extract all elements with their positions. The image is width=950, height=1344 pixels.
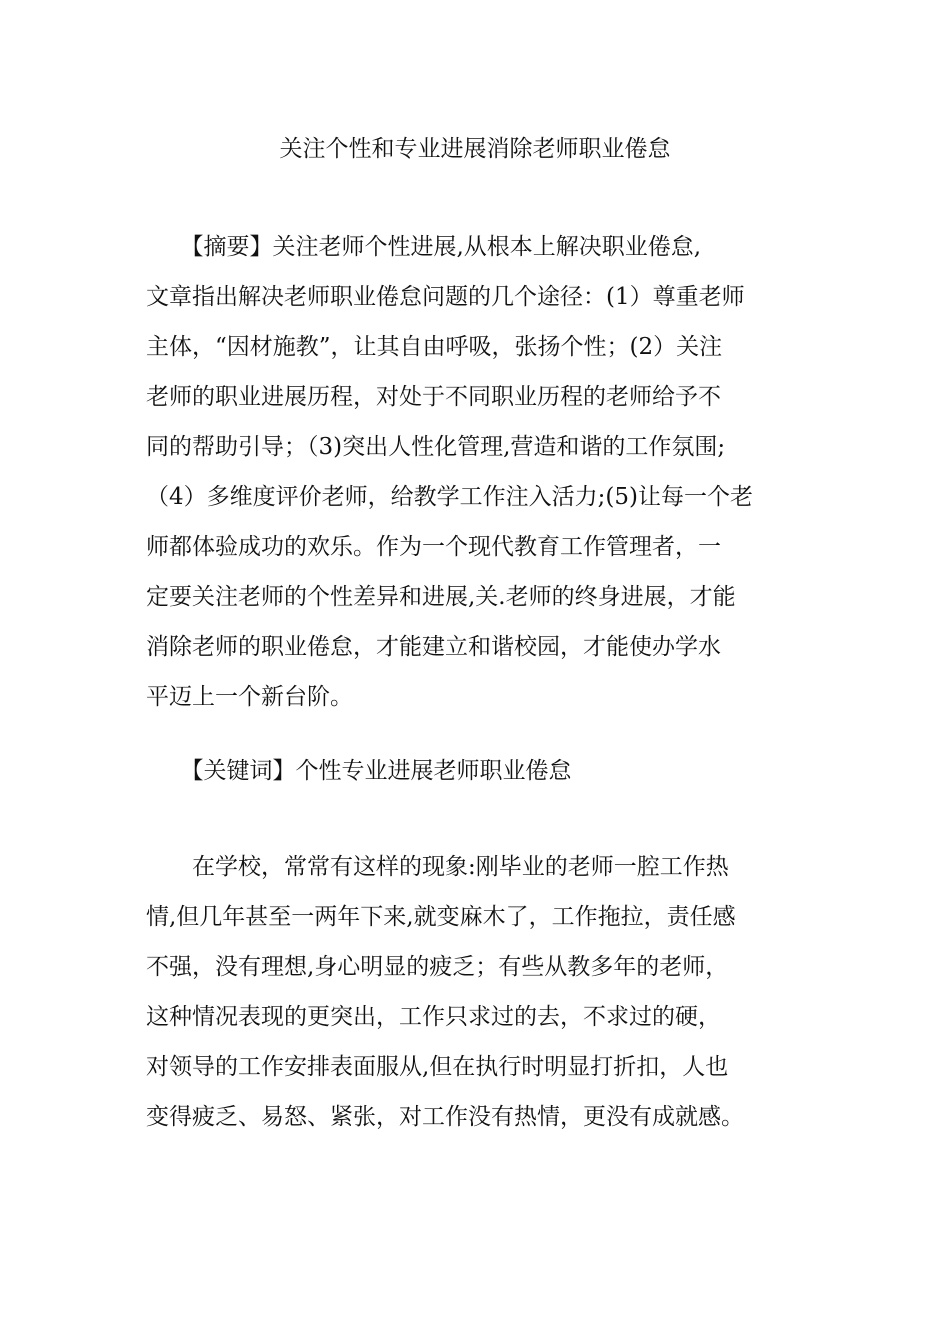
abstract-line: 【摘要】关注老师个性进展,从根本上解决职业倦怠, <box>146 234 702 260</box>
abstract-paragraph <box>146 222 806 722</box>
abstract-line: 主体，“因材施教”，让其自由呼吸，张扬个性；(2）关注 <box>146 334 723 360</box>
abstract-line: 定要关注老师的个性差异和进展,关.老师的终身进展，才能 <box>146 584 736 610</box>
keywords-line: 【关键词】个性专业进展老师职业倦怠 <box>146 758 572 784</box>
body-paragraph <box>146 842 806 1142</box>
abstract-line: 平迈上一个新台阶。 <box>146 684 353 710</box>
body-line: 这种情况表现的更突出，工作只求过的去，不求过的硬， <box>146 1004 721 1030</box>
abstract-line: 同的帮助引导；（3)突出人性化管理,营造和谐的工作氛围; <box>146 434 726 460</box>
body-line: 情,但几年甚至一两年下来,就变麻木了，工作拖拉，责任感 <box>146 904 736 930</box>
abstract-line: 消除老师的职业倦怠，才能建立和谐校园，才能使办学水 <box>146 634 721 660</box>
body-line: 变得疲乏、易怒、紧张，对工作没有热情，更没有成就感。 <box>146 1104 744 1130</box>
abstract-line: 师都体验成功的欢乐。作为一个现代教育工作管理者，一 <box>146 534 721 560</box>
abstract-line: 文章指出解决老师职业倦怠问题的几个途径：(1）尊重老师 <box>146 284 745 310</box>
document-title: 关注个性和专业进展消除老师职业倦怠 <box>279 136 671 162</box>
abstract-line: （4）多维度评价老师，给教学工作注入活力;(5)让每一个老 <box>146 484 753 510</box>
body-line: 对领导的工作安排表面服从,但在执行时明显打折扣，人也 <box>146 1054 729 1080</box>
body-line: 在学校，常常有这样的现象:刚毕业的老师一腔工作热 <box>146 854 729 880</box>
keywords-paragraph <box>146 746 806 796</box>
body-line: 不强，没有理想,身心明显的疲乏；有些从教多年的老师， <box>146 954 729 980</box>
abstract-line: 老师的职业进展历程，对处于不同职业历程的老师给予不 <box>146 384 721 410</box>
